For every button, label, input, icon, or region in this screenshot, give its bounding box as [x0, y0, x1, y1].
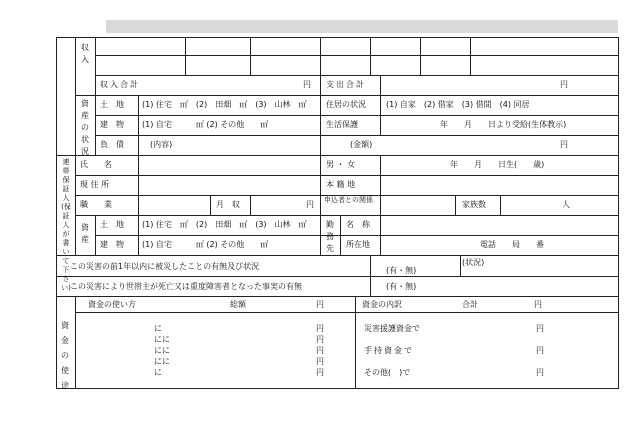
- funds-source: その他( )で: [364, 368, 411, 377]
- funds-item: にに: [154, 335, 170, 344]
- welfare-label: 生活保護: [326, 120, 358, 129]
- guar-col-d: [380, 155, 381, 215]
- assets-value-col: [138, 95, 139, 155]
- guarantor-work-address: 所在地: [346, 240, 370, 249]
- guar-col-f: [250, 195, 251, 215]
- assets-line-2: [95, 135, 619, 136]
- guarantor-work-name: 名 称: [346, 220, 370, 229]
- frame-right: [618, 37, 619, 389]
- funds-sum-label: 合計: [462, 300, 478, 309]
- income-c1: [185, 37, 186, 75]
- expense-total-unit: 円: [560, 80, 568, 89]
- funds-item: に: [154, 324, 162, 333]
- funds-item: に: [154, 368, 162, 377]
- funds-source-unit: 円: [536, 324, 544, 333]
- income-c2: [250, 37, 251, 75]
- guar-line-1: [75, 175, 619, 176]
- income-line-2: [95, 75, 619, 76]
- funds-source-unit: 円: [536, 346, 544, 355]
- guar-col-g: [455, 195, 456, 215]
- guarantor-phone: 電話 局 番: [480, 240, 544, 249]
- assets-land-label: 土 地: [100, 100, 124, 109]
- income-c5: [420, 37, 421, 75]
- frame-left: [56, 37, 57, 389]
- funds-item: にに: [154, 346, 170, 355]
- funds-title: 資金の使途: [61, 321, 69, 390]
- guarantor-domicile-label: 本 籍 地: [326, 180, 356, 189]
- disaster-line-1: [56, 276, 619, 277]
- guar-col-b: [138, 155, 139, 255]
- income-c7: [380, 75, 381, 95]
- guarantor-land-label: 土 地: [100, 220, 124, 229]
- assets-mid-col: [320, 95, 321, 135]
- guar-assets-col: [95, 215, 96, 255]
- guarantor-family-unit: 人: [562, 200, 570, 209]
- guar-work-line: [340, 235, 619, 236]
- income-c4: [370, 37, 371, 75]
- funds-item-unit: 円: [316, 368, 324, 377]
- expense-total-label: 支出合計: [326, 80, 366, 89]
- guarantor-assets-title: 資産: [81, 223, 89, 244]
- guarantor-name-label: 氏 名: [80, 160, 112, 169]
- income-header-fill: [106, 20, 618, 33]
- disaster-col: [370, 255, 371, 296]
- guar-col-e: [210, 195, 211, 215]
- assets-debt-unit: 円: [560, 140, 568, 149]
- assets-line-3: [56, 155, 619, 156]
- assets-building-detail: (1) 自宅 ㎡ (2) その他 ㎡: [142, 120, 269, 129]
- income-line-1: [95, 55, 619, 56]
- income-c3: [320, 37, 321, 95]
- assets-debt-amount: (金額): [350, 140, 373, 149]
- funds-item: にに: [154, 357, 170, 366]
- disaster-q1-answer: (有・無): [386, 266, 417, 275]
- guarantor-land-detail: (1) 住宅 ㎡ (2) 田畑 ㎡ (3) 山林 ㎡: [142, 220, 307, 229]
- funds-mid-col: [355, 296, 356, 388]
- funds-title-col: [75, 296, 76, 388]
- housing-options: (1) 自家 (2) 借家 (3) 借間 (4) 同居: [386, 100, 530, 109]
- guarantor-family-label: 家族数: [462, 200, 486, 209]
- assets-debt-col: [320, 135, 321, 155]
- disaster-col-2: [460, 255, 461, 276]
- housing-label: 住居の状況: [326, 100, 366, 109]
- assets-line-1: [95, 115, 619, 116]
- guarantor-title: 連帯保証人(保証人が書いて下さい): [61, 158, 71, 292]
- guarantor-address-label: 現 住 所: [80, 180, 110, 189]
- income-line-3: [75, 95, 619, 96]
- income-c6: [470, 37, 471, 75]
- funds-item-unit: 円: [316, 335, 324, 344]
- guarantor-job-label: 職 業: [80, 200, 112, 209]
- guar-col-c: [320, 155, 321, 255]
- funds-item-unit: 円: [316, 346, 324, 355]
- funds-total-label: 総額: [230, 300, 246, 309]
- guar-line-3: [75, 215, 619, 216]
- assets-land-detail: (1) 住宅 ㎡ (2) 田畑 ㎡ (3) 山林 ㎡: [142, 100, 307, 109]
- funds-header-line: [75, 312, 619, 313]
- guar-line-5: [56, 255, 619, 256]
- guarantor-income-label: 月 収: [216, 200, 240, 209]
- funds-usage-label: 資金の使い方: [88, 300, 136, 309]
- guarantor-birth: 年 月 日生( 歳): [450, 160, 545, 169]
- assets-debt-label: 負 債: [100, 140, 124, 149]
- funds-source: 手持資金で: [364, 346, 414, 355]
- funds-source: 災害援護資金で: [364, 324, 420, 333]
- frame-bottom: [56, 388, 619, 389]
- guarantor-relation-label: 申込者との関係: [324, 196, 373, 204]
- income-total-unit: 円: [303, 80, 311, 89]
- income-cols: [75, 37, 76, 155]
- funds-source-unit: 円: [536, 368, 544, 377]
- guarantor-income-unit: 円: [306, 200, 314, 209]
- funds-total-unit: 円: [316, 300, 324, 309]
- assets-label-col: [95, 95, 96, 155]
- frame-top: [56, 37, 619, 38]
- income-total-label: 収入合計: [100, 80, 140, 89]
- assets-debt-detail: (内容): [150, 140, 173, 149]
- disaster-q2: この災害により世帯主が死亡又は重度障害者となった事実の有無: [70, 282, 302, 291]
- guarantor-work-title: 勤務先: [326, 220, 334, 253]
- guar-col-a: [75, 155, 76, 255]
- income-sub-col: [95, 37, 96, 95]
- disaster-line-2: [56, 296, 619, 297]
- disaster-q2-answer: (有・無): [386, 282, 417, 291]
- assets-title: 資産の状況: [81, 99, 89, 156]
- funds-item-unit: 円: [316, 357, 324, 366]
- funds-item-unit: 円: [316, 324, 324, 333]
- guarantor-gender: 男 ・ 女: [326, 160, 356, 169]
- income-title: 収入: [81, 43, 89, 64]
- guarantor-building-detail: (1) 自宅 ㎡ (2) その他 ㎡: [142, 240, 269, 249]
- guar-col-h: [500, 195, 501, 215]
- funds-sum-unit: 円: [534, 300, 542, 309]
- disaster-q1-status: (状況): [462, 258, 485, 267]
- disaster-q1: この災害の前1年以内に被災したことの有無及び状況: [70, 262, 260, 271]
- guarantor-building-label: 建 物: [100, 240, 124, 249]
- assets-building-label: 建 物: [100, 120, 124, 129]
- welfare-detail: 年 月 日より受給(生体教示): [440, 120, 567, 129]
- funds-breakdown-label: 資金の内訳: [362, 300, 402, 309]
- assets-right-col: [380, 95, 381, 135]
